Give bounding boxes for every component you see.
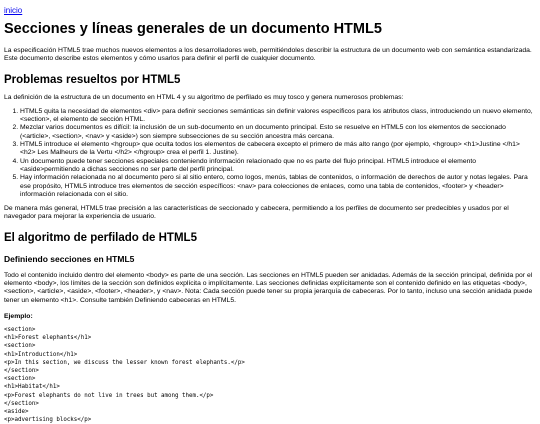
intro-paragraph: La especificación HTML5 trae muchos nuevos elementos a los desarrolladores web, permitiéndoles describir la estructura de un documento web con semántica estandarizada. Este documento describe estos elementos y cómo usarlos para definir el perfil de cualquier documento. xyxy=(4,47,532,63)
page-title: Secciones y líneas generales de un documento HTML5 xyxy=(4,21,382,37)
algorithm-paragraph: Todo el contenido incluido dentro del elemento <body> es parte de una sección. Las secciones en HTML5 pueden ser anidadas. Además de la sección principal, definida por el elemento <body>, los límites de la sección son definidos explícita o implícitamente. Las secciones definidas explícitamente son el contenido definido en las etiquetas <body>, <section>, <article>, <aside>, <footer>, <header>, y <nav>. Nota: Cada sección puede tener su propia jerarquía de cabeceras. Por lo tanto, incluso una sección anidada puede tener un elemento <h1>. Consulte también Definiendo cabeceras en HTML5. xyxy=(4,271,533,304)
problems-heading: Problemas resueltos por HTML5 xyxy=(4,73,181,86)
code-example: <section> <h1>Forest elephants</h1> <section> <h1>Introduction</h1> <p>In this section, we discuss the lesser known forest elephants.</p> </section> <section> <h1>Habitat</h1> <p>Forest elephants do not live in trees but among them.</p> </section> <aside> <p>advertising blocks</p> xyxy=(4,326,245,424)
defining-sections-heading: Definiendo secciones en HTML5 xyxy=(4,253,135,264)
list-item: 2. Mezclar varios documentos es difícil: la inclusión de un sub-documento en un documento principal. Esto se resuelve en HTML5 con los elementos de seccionado (<article>, <section>, <nav> y <aside>) son siempre subsecciones de su sección ancestra más cercana. xyxy=(20,124,536,141)
list-item: 5. Hay información relacionada no al documento pero si al sitio entero, como logos, menús, tablas de contenidos, o información de derechos de autor y notas legales. Para ese propósito, HTML5 introduce tres elementos de sección específicos: <nav> para colecciones de enlaces, como una tabla de contenidos, <footer> y <header> información relacionada con el sitio. xyxy=(20,174,536,199)
problems-list xyxy=(4,108,536,199)
list-item: 1. HTML5 quita la necesidad de elementos <div> para definir secciones semánticas sin definir valores específicos para los atributos class, introduciendo un nuevo elemento, <section>, el elemento de sección HTML. xyxy=(20,108,536,125)
problems-closing-paragraph: De manera más general, HTML5 trae precisión a las características de seccionado y cabecera, permitiendo a los perfiles de documento ser predecibles y usados por el navegador para mejorar la experiencia de usuario. xyxy=(4,205,509,221)
list-item: 3. HTML5 introduce el elemento <hgroup> que oculta todos los elementos de cabecera excepto el primero de más alto rango (por ejemplo, <hgroup> <h1>Justine </h1> <h2> Les Malheurs de la Vertu </h2> </hgroup> crea el perfil 1. Justine). xyxy=(20,141,536,158)
list-item: 4. Un documento puede tener secciones especiales conteniendo información relacionado que no es parte del flujo principal. HTML5 introduce el elemento <aside>permitiendo a dichas secciones no ser parte del perfil principal. xyxy=(20,158,536,175)
algorithm-heading: El algoritmo de perfilado de HTML5 xyxy=(4,231,197,244)
problems-paragraph: La definición de la estructura de un documento en HTML 4 y su algoritmo de perfilado es muy tosco y genera numerosos problemas: xyxy=(4,93,404,101)
example-label: Ejemplo: xyxy=(4,312,33,320)
home-link[interactable]: inicio xyxy=(4,6,23,15)
